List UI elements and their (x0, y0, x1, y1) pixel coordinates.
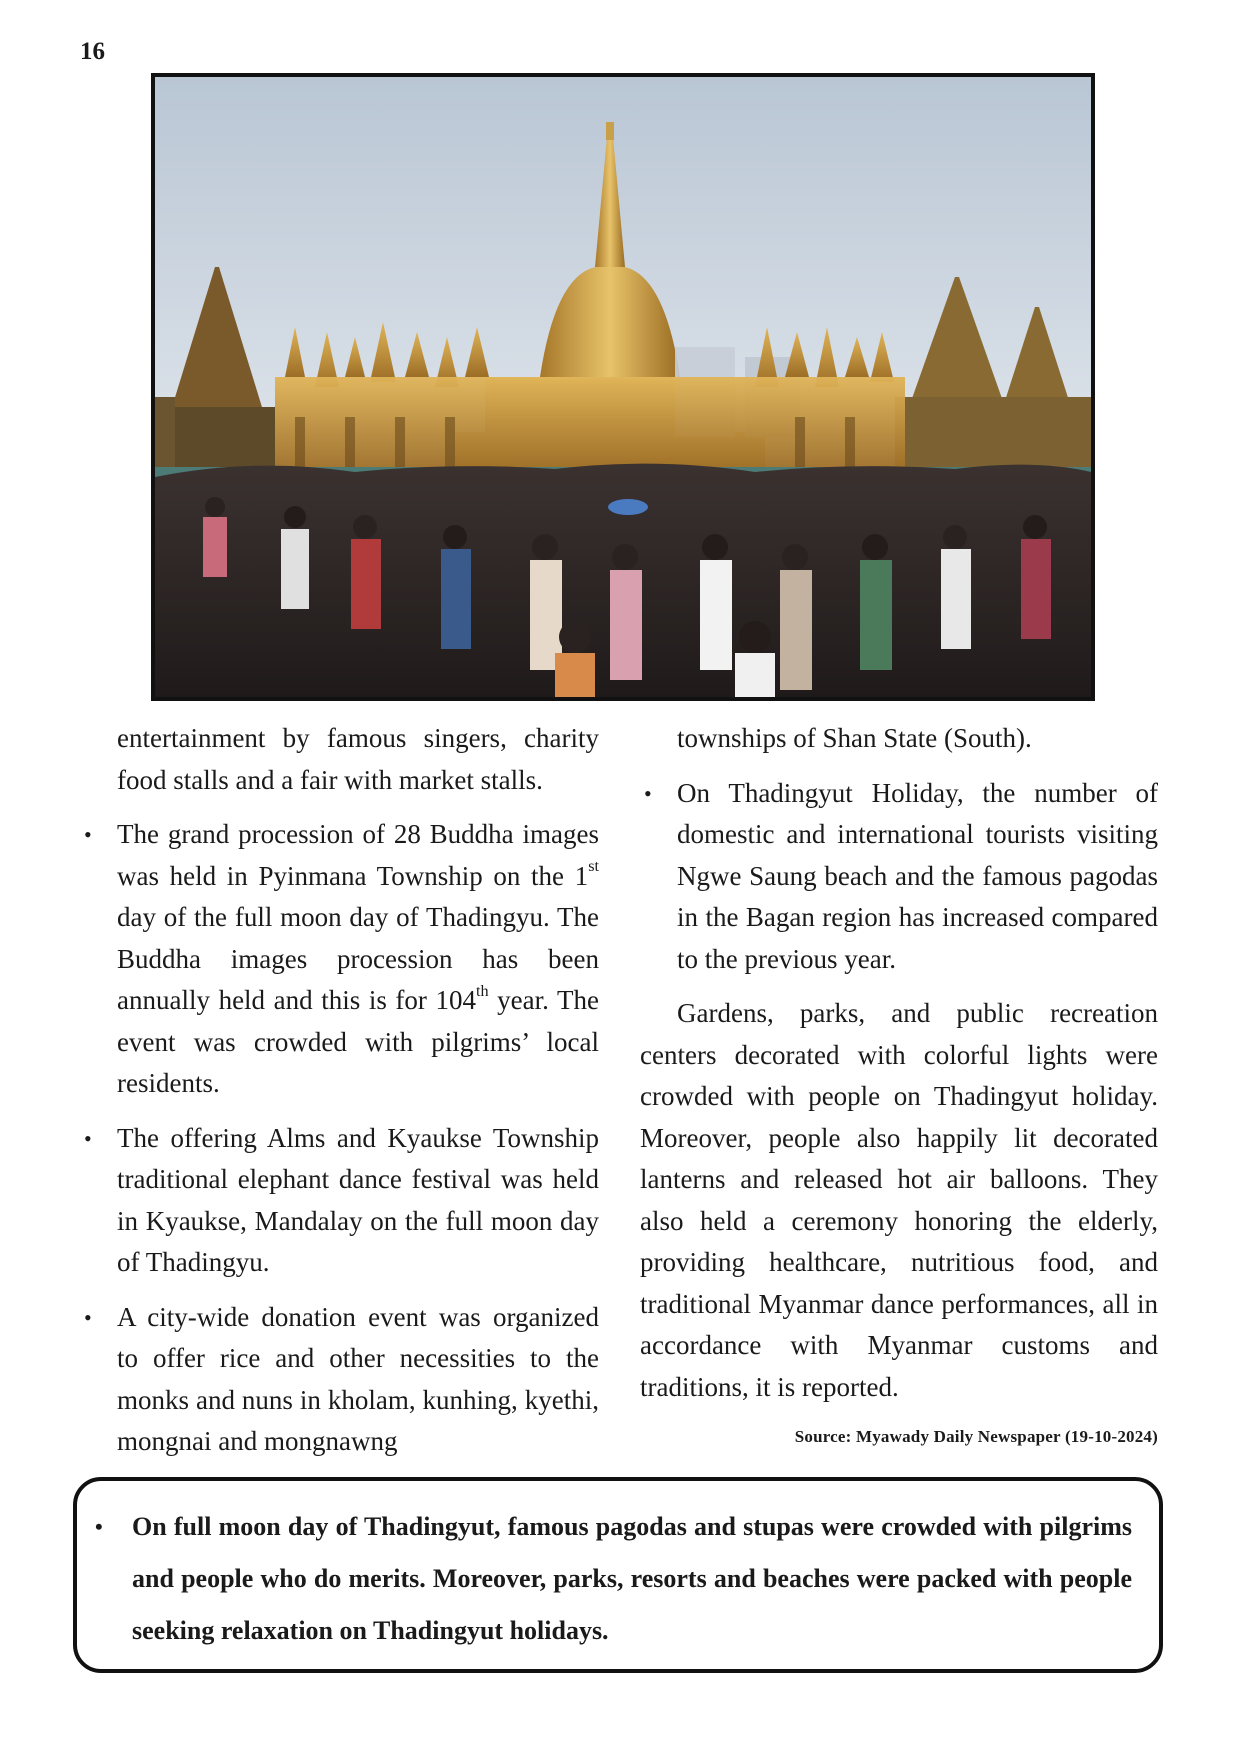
summary-text: On full moon day of Thadingyut, famous pagodas and stupas were crowded with pilgrims and people who do merits. Moreover, parks, resorts and beaches were packed with people seeking relaxation on Thadingyut holidays. (132, 1512, 1132, 1645)
list-item (644, 773, 1158, 981)
page-number: 16 (80, 38, 105, 65)
summary-box (73, 1477, 1163, 1673)
left-column (84, 718, 599, 1463)
bullet-dot: • (95, 1514, 103, 1539)
bullet-dot: • (84, 1304, 92, 1330)
list-item-text: The offering Alms and Kyaukse Township traditional elephant dance festival was held in Kyaukse, Mandalay on the full moon day of Thadingyu. (117, 1122, 599, 1277)
right-continuation-text: townships of Shan State (South). (677, 723, 1032, 753)
superscript: st (588, 857, 599, 876)
list-item-text: year. The event was crowded with pilgrims’ local residents. (117, 985, 599, 1098)
body-paragraph: Gardens, parks, and public recreation centers decorated with colorful lights were crowded with people on Thadingyut holiday. Moreover, people also happily lit decorated lanterns and released hot air balloons. They also held a ceremony honoring the elderly, providing healthcare, nutritious food, and traditional Myanmar dance performances, all in accordance with Myanmar customs and traditions, it is reported. (640, 998, 1158, 1402)
right-bullet-list (640, 773, 1158, 981)
list-item (84, 814, 599, 1105)
bullet-dot: • (644, 780, 652, 806)
right-column (640, 718, 1158, 1408)
left-continuation-text: entertainment by famous singers, charity food stalls and a fair with market stalls. (117, 723, 599, 795)
source-citation: Source: Myawady Daily Newspaper (19-10-2024) (794, 1427, 1158, 1446)
bullet-dot: • (84, 1125, 92, 1151)
bullet-dot: • (84, 822, 92, 847)
list-item (84, 1118, 599, 1284)
list-item-text: The grand procession of 28 Buddha images was held in Pyinmana Township on the 1 (117, 819, 599, 891)
superscript: th (476, 981, 489, 1000)
list-item-text: A city-wide donation event was organized to offer rice and other necessities to the monks and nuns in kholam, kunhing, kyethi, mongnai and mongnawng (117, 1301, 599, 1456)
list-item (84, 1297, 599, 1463)
left-bullet-list (84, 814, 599, 1463)
pagoda-photo-illustration (155, 77, 1091, 697)
list-item-text: On Thadingyut Holiday, the number of domestic and international tourists visiting Ngwe Saung beach and the famous pagodas in the Bagan region has increased compared to the previous year. (677, 777, 1158, 974)
list-item-text: day of the full moon day of Thadingyu. The Buddha images procession has been annually held and this is for 104 (117, 902, 599, 1015)
pagoda-photo (151, 73, 1095, 701)
